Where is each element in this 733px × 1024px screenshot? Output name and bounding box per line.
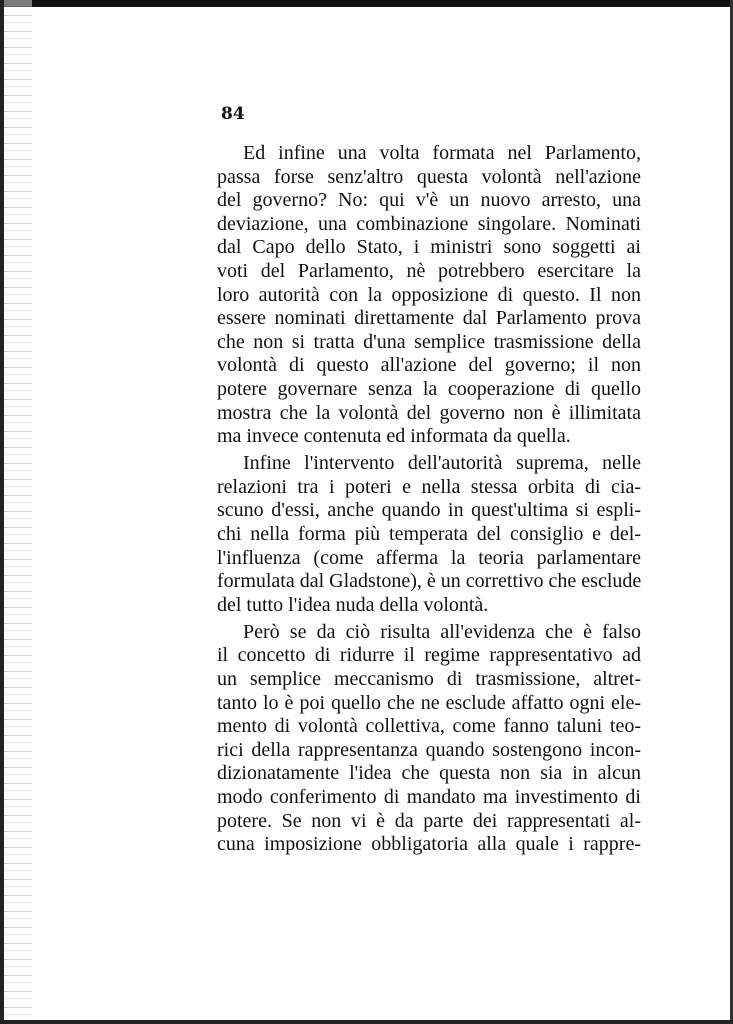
text-line: che non si tratta d'una semplice trasmissione della — [217, 330, 641, 353]
text-line: rici della rappresentanza quando sostengono incon- — [217, 738, 641, 761]
text-line: scuno d'essi, anche quando in quest'ultima si espli- — [217, 499, 641, 522]
text-line: essere nominati direttamente dal Parlamento prova — [217, 307, 641, 330]
text-line: potere governare senza la cooperazione di quello — [217, 377, 641, 400]
paragraph — [217, 142, 641, 449]
text-line: relazioni tra i poteri e nella stessa orbita di cia- — [217, 475, 641, 498]
text-line: tanto lo è poi quello che ne esclude affatto ogni ele- — [217, 691, 641, 714]
paragraph — [217, 621, 641, 857]
text-line: chi nella forma più temperata del consiglio e del- — [217, 523, 641, 545]
text-line: Però se da ciò risulta all'evidenza che è falso — [243, 620, 641, 643]
text-line: deviazione, una combinazione singolare. Nominati — [217, 212, 641, 235]
text-line: un semplice meccanismo di trasmissione, altret- — [217, 668, 641, 691]
text-line: volontà di questo all'azione del governo; il non — [217, 354, 641, 377]
text-line: dizionatamente l'idea che questa non sia in alcun — [217, 762, 641, 785]
text-line: formulata dal Gladstone), è un correttivo che esclude — [217, 570, 642, 593]
text-line: voti del Parlamento, nè potrebbero esercitare la — [217, 259, 641, 282]
text-line: modo conferimento di mandato ma investimento di — [217, 786, 641, 809]
text-line: dal Capo dello Stato, i ministri sono soggetti ai — [217, 236, 641, 259]
text-line: passa forse senz'altro questa volontà nell'azione — [217, 165, 641, 188]
body-text — [217, 142, 641, 857]
text-line: del governo? No: qui v'è un nuovo arresto, una — [217, 189, 641, 212]
text-line: ma invece contenuta ed informata da quella. — [217, 425, 571, 448]
scan-top-border — [0, 0, 733, 7]
text-line: del tutto l'idea nuda della volontà. — [217, 593, 489, 616]
text-line: potere. Se non vi è da parte dei rappresentati al- — [217, 809, 641, 832]
text-line: l'influenza (come afferma la teoria parlamentare — [217, 546, 641, 569]
text-line: mento di volontà collettiva, come fanno taluni teo- — [217, 715, 641, 738]
text-line: cuna imposizione obbligatoria alla quale i rappre- — [217, 833, 641, 856]
text-line: Ed infine una volta formata nel Parlamento, — [243, 142, 641, 164]
page-number: 84 — [221, 104, 245, 124]
text-line: loro autorità con la opposizione di questo. Il non — [217, 283, 641, 306]
scan-binding-shadow — [4, 0, 32, 1024]
text-line: Infine l'intervento dell'autorità suprema, nelle — [243, 452, 641, 475]
scan-bottom-border — [0, 1020, 733, 1024]
paragraph — [217, 452, 641, 617]
text-line: mostra che la volontà del governo non è illimitata — [217, 401, 641, 424]
text-line: il concetto di ridurre il regime rappresentativo ad — [217, 644, 641, 667]
